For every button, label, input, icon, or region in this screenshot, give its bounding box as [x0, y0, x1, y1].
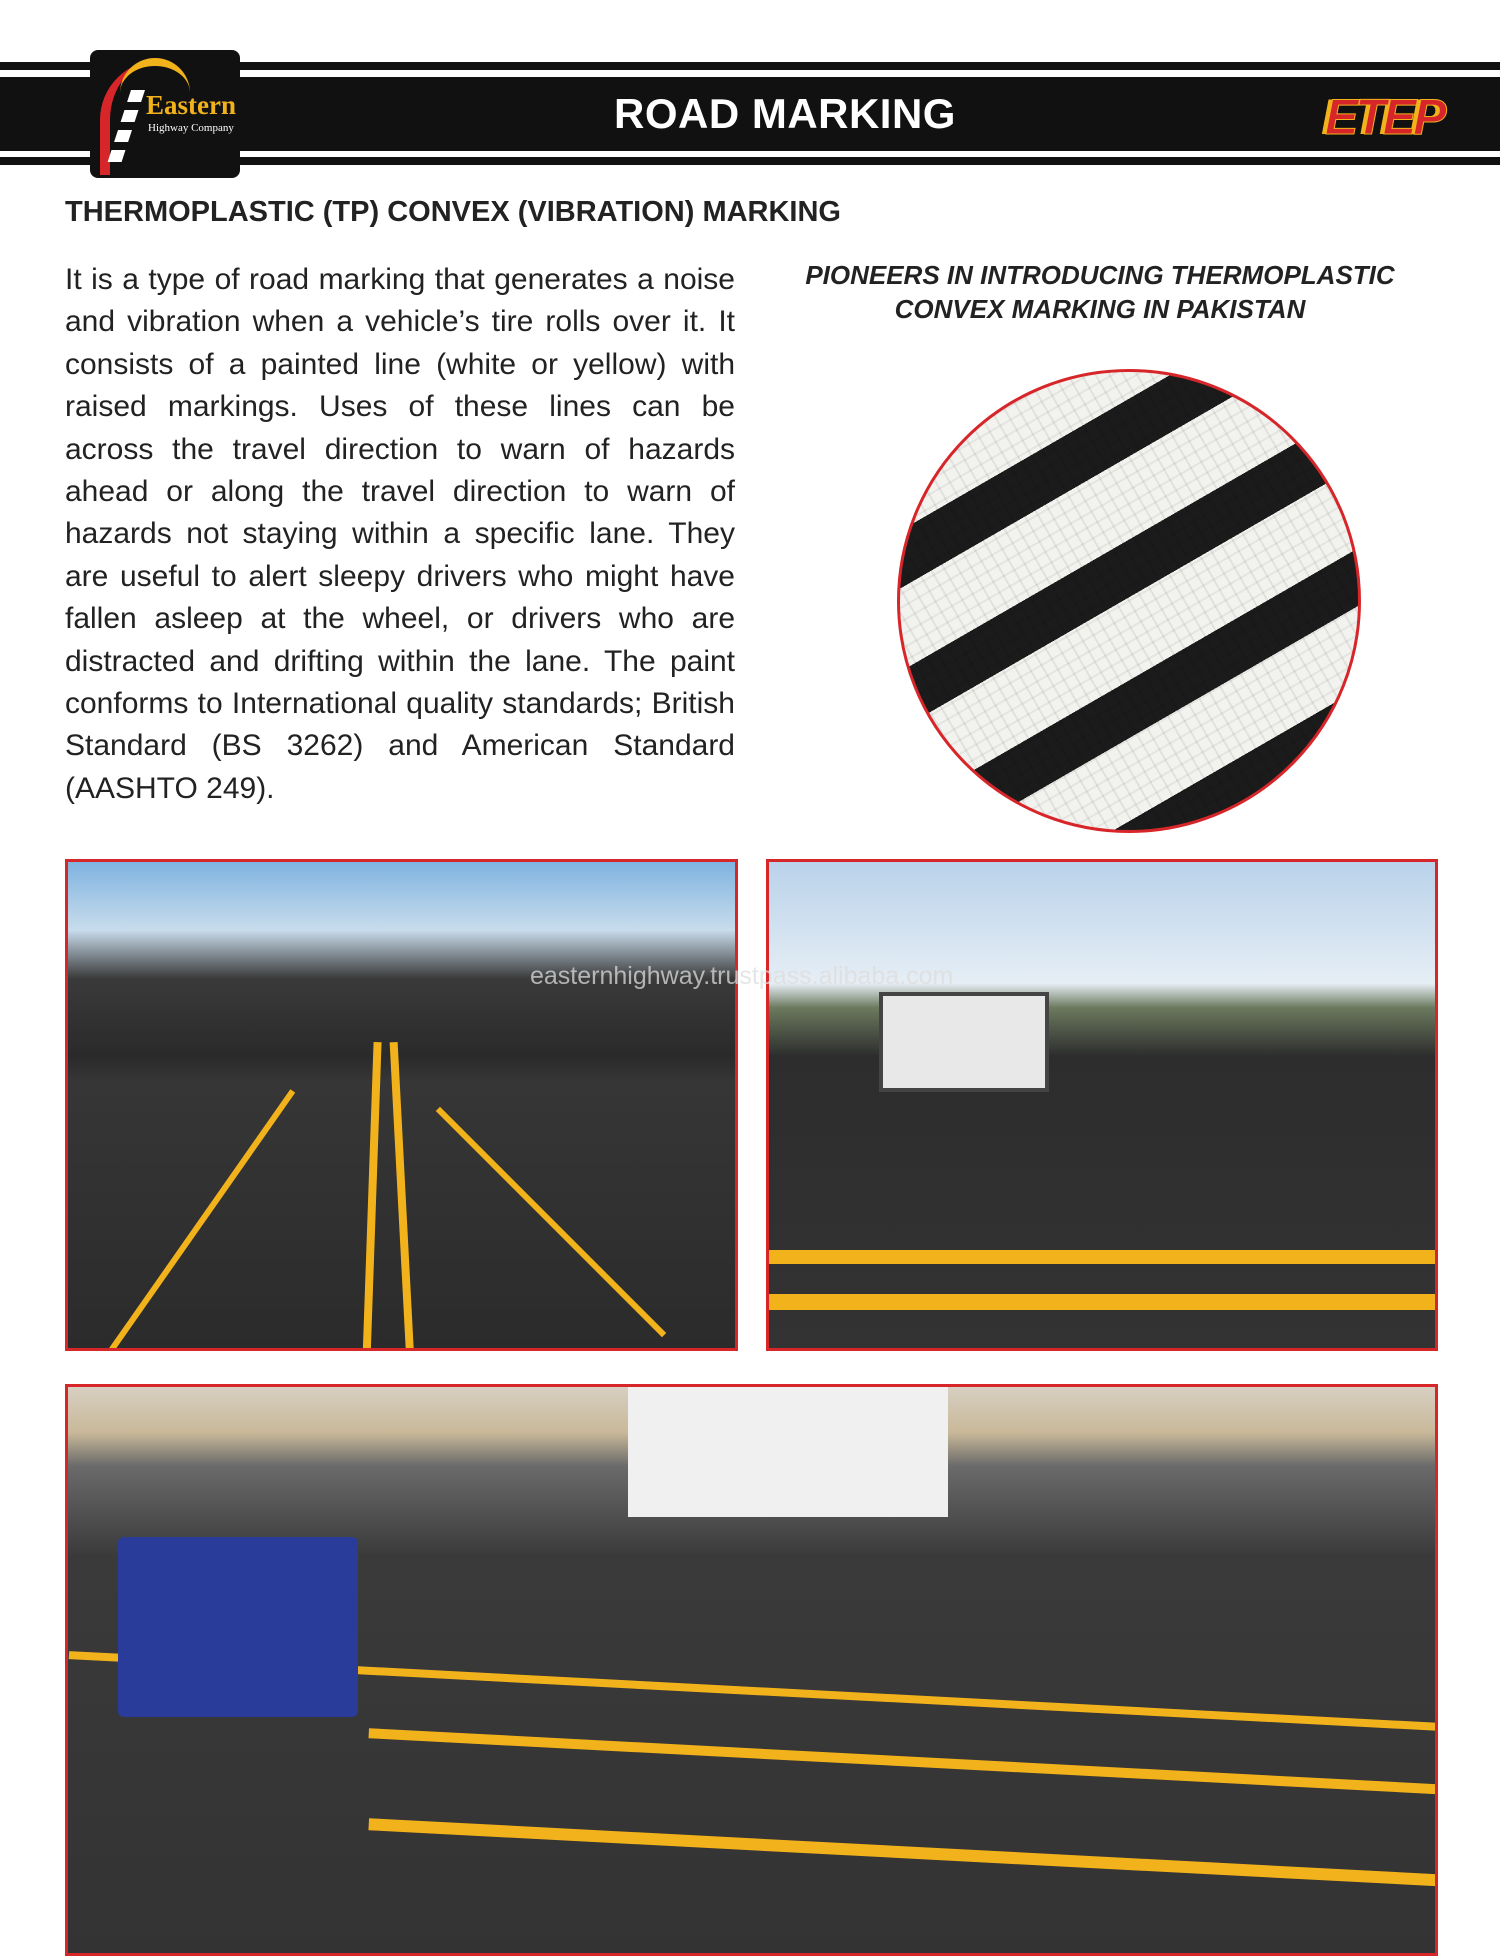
tagline — [760, 258, 1440, 326]
section-body: It is a type of road marking that generates a noise and vibration when a vehicle’s tire rolls over it. It consists of a painted line (white or yellow) with raised markings. Uses of these lines can be across the travel direction to warn of hazards ahead or along the travel direction to warn of hazards not staying within a specific lane. They are useful to alert sleepy drivers who might have fallen asleep at the wheel, or drivers who are distracted and drifting within the lane. The paint conforms to International quality standards; British Standard (BS 3262) and American Standard (AASHTO 249). — [65, 263, 735, 805]
tagline-line-1: PIONEERS IN INTRODUCING THERMOPLASTIC — [805, 260, 1395, 290]
watermark: easternhighway.trustpass.alibaba.com — [530, 962, 954, 990]
logo-name: Eastern — [146, 90, 236, 120]
etep-logo: ETEP — [1325, 89, 1444, 145]
toll-plaza-marking-photo — [65, 859, 738, 1351]
logo-subtitle: Highway Company — [148, 122, 234, 134]
tagline-line-2: CONVEX MARKING IN PAKISTAN — [894, 294, 1306, 324]
convex-marking-closeup-image — [897, 369, 1361, 833]
section-heading: THERMOPLASTIC (TP) CONVEX (VIBRATION) MARKING — [65, 196, 841, 228]
road-marking-crew-photo — [65, 1384, 1438, 1956]
highway-marking-truck-photo — [766, 859, 1438, 1351]
page-title: ROAD MARKING — [614, 90, 956, 137]
